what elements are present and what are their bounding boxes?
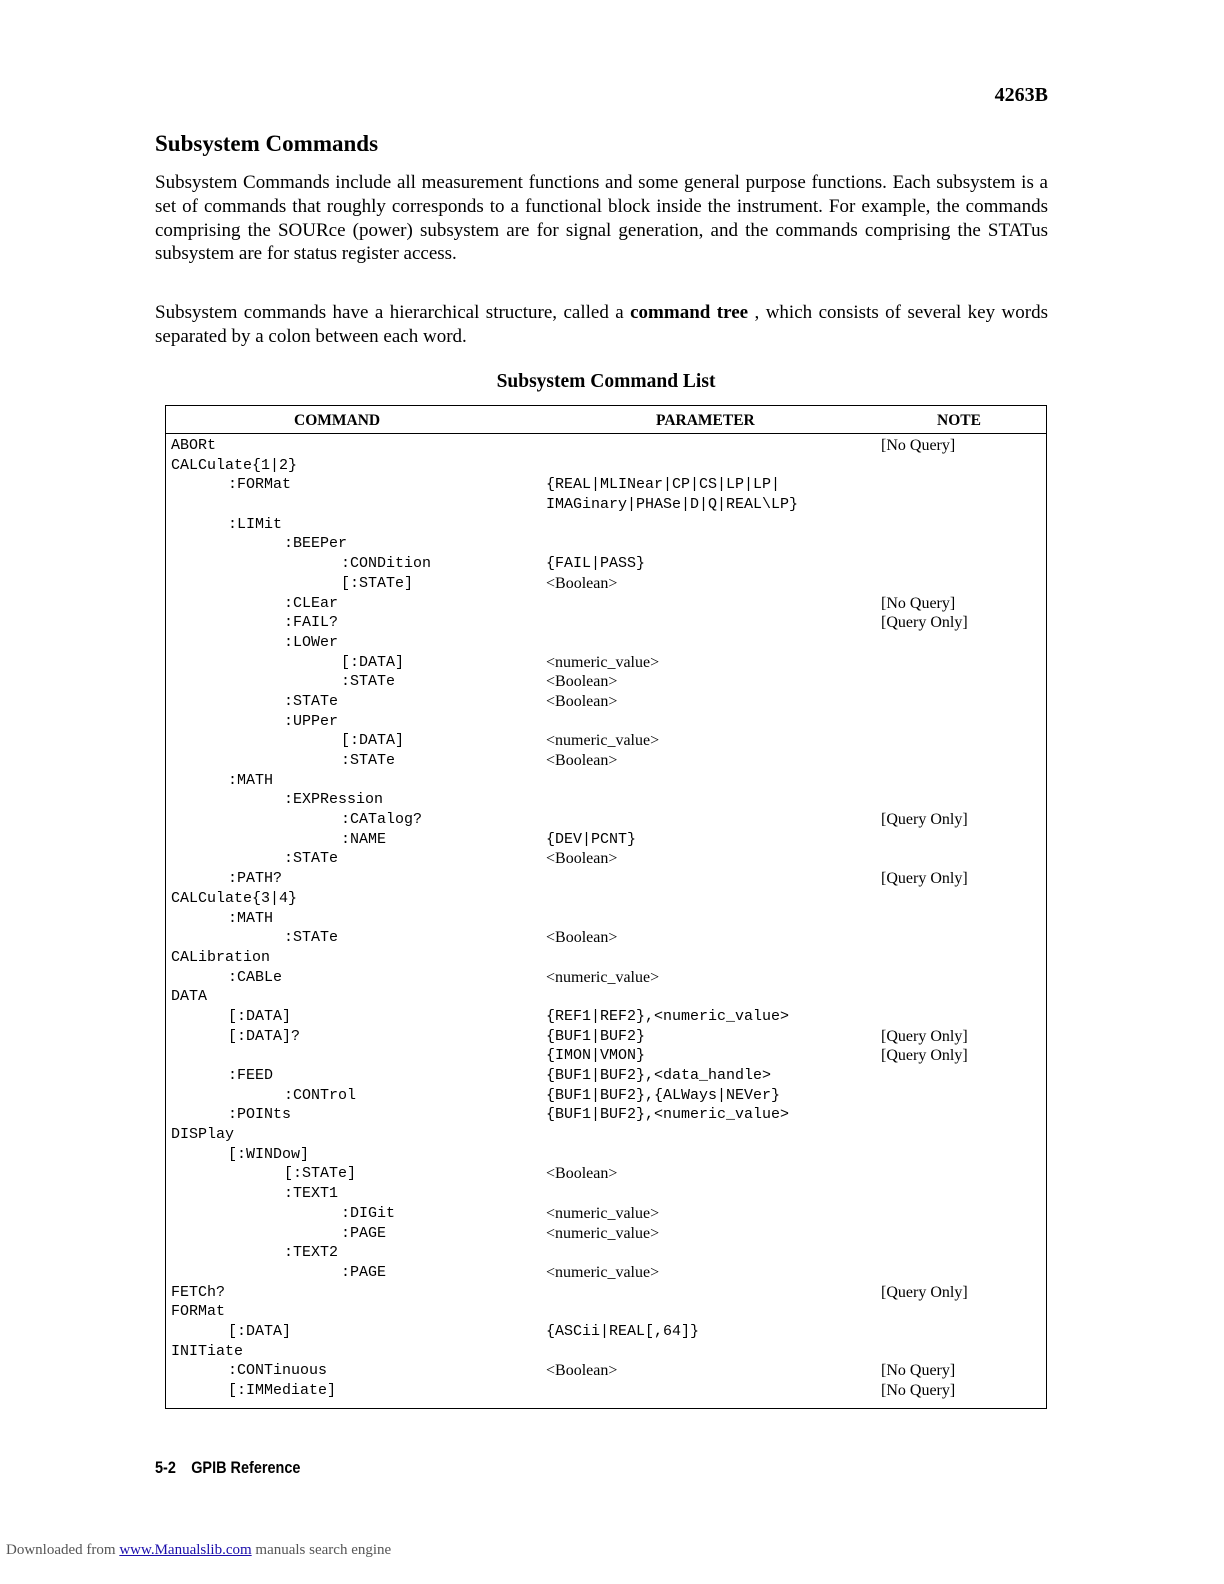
command-cell: :STATe: [284, 929, 339, 947]
table-row: [166, 712, 1046, 732]
table-header: [166, 406, 1046, 434]
command-cell: [:STATe]: [341, 574, 414, 592]
command-cell: :POINts: [228, 1106, 292, 1124]
command-cell: :CABLe: [228, 968, 283, 986]
table-row: [166, 515, 1046, 535]
table-row: [166, 1302, 1046, 1322]
parameter-cell: <Boolean>: [546, 929, 618, 947]
table-body: [166, 434, 1046, 1401]
command-cell: :FEED: [228, 1067, 274, 1084]
table-row: [166, 1046, 1046, 1066]
command-cell: [:STATe]: [284, 1165, 357, 1183]
command-cell: :CONDition: [341, 555, 432, 573]
command-cell: :STATe: [284, 850, 339, 868]
table-row: [166, 653, 1046, 673]
parameter-cell: <numeric_value>: [546, 732, 660, 750]
command-cell: DISPlay: [171, 1126, 235, 1144]
parameter-cell: {REF1|REF2},<numeric_value>: [546, 1007, 790, 1025]
parameter-cell: <Boolean>: [546, 1165, 618, 1183]
command-cell: :CONTinuous: [228, 1362, 328, 1380]
note-cell: [Query Only]: [881, 614, 968, 632]
parameter-cell: <numeric_value>: [546, 1224, 660, 1242]
command-tree-paragraph: [155, 301, 1048, 349]
table-row: [166, 475, 1046, 495]
table-row: [166, 672, 1046, 692]
note-cell: [Query Only]: [881, 1283, 968, 1301]
command-cell: :MATH: [228, 771, 274, 789]
table-row: [166, 790, 1046, 810]
note-cell: [No Query]: [881, 437, 956, 454]
command-cell: [:DATA]: [341, 732, 405, 750]
parameter-cell: <Boolean>: [546, 692, 618, 710]
command-cell: [:WINDow]: [228, 1145, 310, 1163]
command-cell: FETCh?: [171, 1283, 226, 1301]
footer-section: GPIB Reference: [191, 1458, 301, 1477]
download-note: [6, 1542, 391, 1559]
command-cell: CALibration: [171, 948, 271, 966]
parameter-cell: {BUF1|BUF2},<numeric_value>: [546, 1106, 790, 1124]
table-row: [166, 731, 1046, 751]
command-cell: :STATe: [284, 692, 339, 710]
download-prefix: Downloaded from: [6, 1542, 116, 1558]
table-row: [166, 948, 1046, 968]
table-row: [166, 751, 1046, 771]
parameter-cell: <numeric_value>: [546, 653, 660, 671]
command-cell: :STATe: [341, 752, 396, 769]
parameter-cell: <numeric_value>: [546, 1263, 660, 1281]
parameter-cell: <Boolean>: [546, 1362, 618, 1380]
table-row: [166, 1342, 1046, 1362]
table-row: [166, 909, 1046, 929]
command-cell: :STATe: [341, 673, 396, 691]
command-cell: [:IMMediate]: [228, 1382, 337, 1399]
command-cell: [:DATA]: [228, 1007, 292, 1025]
command-cell: DATA: [171, 988, 208, 1006]
table-row: [166, 1224, 1046, 1244]
command-cell: :MATH: [228, 909, 274, 927]
manualslib-link[interactable]: www.Manualslib.com: [119, 1542, 252, 1558]
intro-paragraph: Subsystem Commands include all measurement functions and some general purpose functions. Each subsystem is a set of commands that roughly corresponds to a functional block inside the instrument. For example, the commands comprising the SOURce (power) subsystem are for signal generation, and the commands comprising the STATus subsystem are for status register access.: [155, 172, 1048, 265]
table-row: [166, 1184, 1046, 1204]
table-row: [166, 1105, 1046, 1125]
parameter-cell: {ASCii|REAL[,64]}: [546, 1322, 700, 1340]
table-row: [166, 456, 1046, 476]
table-row: [166, 1381, 1046, 1401]
note-cell: [Query Only]: [881, 1027, 968, 1045]
section-title: Subsystem Commands: [155, 131, 379, 156]
parameter-cell: {DEV|PCNT}: [546, 830, 637, 848]
parameter-cell: <numeric_value>: [546, 1204, 660, 1222]
note-cell: [Query Only]: [881, 870, 968, 888]
header-command: COMMAND: [294, 412, 381, 429]
command-table: [165, 405, 1047, 1409]
table-row: [166, 771, 1046, 791]
table-row: [166, 849, 1046, 869]
command-cell: :TEXT2: [284, 1244, 339, 1262]
command-cell: :FAIL?: [284, 614, 339, 632]
command-cell: :PAGE: [341, 1224, 387, 1242]
table-row: [166, 1027, 1046, 1047]
command-cell: :CLEar: [284, 594, 339, 612]
table-row: [166, 1007, 1046, 1027]
table-row: [166, 928, 1046, 948]
table-row: [166, 574, 1046, 594]
table-title: Subsystem Command List: [496, 371, 716, 392]
command-cell: :CATalog?: [341, 811, 423, 829]
table-row: [166, 1086, 1046, 1106]
table-row: [166, 1145, 1046, 1165]
note-cell: [No Query]: [881, 1362, 956, 1380]
table-row: [166, 830, 1046, 850]
table-row: [166, 1066, 1046, 1086]
command-cell: :TEXT1: [284, 1185, 339, 1203]
table-row: [166, 1125, 1046, 1145]
command-cell: INITiate: [171, 1342, 244, 1360]
table-row: [166, 436, 1046, 456]
table-row: [166, 1204, 1046, 1224]
command-tree-term: command tree: [630, 302, 749, 323]
parameter-cell: <Boolean>: [546, 574, 618, 592]
header-parameter: PARAMETER: [656, 412, 755, 429]
header-note: NOTE: [937, 412, 981, 429]
parameter-cell: <Boolean>: [546, 752, 618, 769]
note-cell: [No Query]: [881, 594, 956, 612]
note-cell: [Query Only]: [881, 1047, 968, 1065]
table-row: [166, 810, 1046, 830]
table-row: [166, 1164, 1046, 1184]
command-cell: :EXPRession: [284, 791, 384, 809]
parameter-cell: {BUF1|BUF2},<data_handle>: [546, 1067, 772, 1084]
command-cell: ABORt: [171, 437, 217, 454]
parameter-cell: {IMON|VMON}: [546, 1047, 646, 1065]
command-cell: :FORMat: [228, 476, 292, 494]
note-cell: [Query Only]: [881, 811, 968, 829]
command-cell: :CONTrol: [284, 1086, 357, 1104]
table-row: [166, 889, 1046, 909]
parameter-cell: {FAIL|PASS}: [546, 555, 646, 573]
parameter-cell: {BUF1|BUF2},{ALWays|NEVer}: [546, 1086, 781, 1104]
table-row: [166, 495, 1046, 515]
parameter-cell: {REAL|MLINear|CP|CS|LP|LP|: [546, 476, 781, 494]
parameter-cell: <Boolean>: [546, 850, 618, 868]
page-footer: [155, 1458, 300, 1478]
command-cell: :BEEPer: [284, 535, 348, 553]
command-cell: FORMat: [171, 1303, 226, 1321]
command-cell: CALCulate{1|2}: [171, 456, 298, 474]
command-cell: :PAGE: [341, 1263, 387, 1281]
command-cell: :NAME: [341, 830, 387, 848]
table-row: [166, 1243, 1046, 1263]
parameter-cell: <Boolean>: [546, 673, 618, 691]
page-header-model: 4263B: [994, 84, 1048, 106]
parameter-cell: <numeric_value>: [546, 968, 660, 986]
download-suffix: manuals search engine: [255, 1542, 392, 1558]
command-cell: :DIGit: [341, 1204, 396, 1222]
command-cell: [:DATA]?: [228, 1027, 301, 1045]
table-row: [166, 633, 1046, 653]
parameter-cell: IMAGinary|PHASe|D|Q|REAL\LP}: [546, 496, 799, 514]
table-row: [166, 1263, 1046, 1283]
command-cell: :PATH?: [228, 870, 283, 888]
para2-text-start: Subsystem commands have a hierarchical structure, called a: [155, 302, 631, 323]
command-cell: [:DATA]: [341, 653, 405, 671]
command-cell: :UPPer: [284, 712, 339, 730]
table-row: [166, 987, 1046, 1007]
table-row: [166, 869, 1046, 889]
parameter-cell: {BUF1|BUF2}: [546, 1027, 646, 1045]
command-cell: CALCulate{3|4}: [171, 889, 298, 907]
table-row: [166, 534, 1046, 554]
table-row: [166, 968, 1046, 988]
command-cell: :LIMit: [228, 515, 283, 533]
table-row: [166, 1361, 1046, 1381]
table-row: [166, 1322, 1046, 1342]
table-row: [166, 613, 1046, 633]
table-row: [166, 692, 1046, 712]
table-row: [166, 1283, 1046, 1303]
note-cell: [No Query]: [881, 1382, 956, 1399]
command-cell: :LOWer: [284, 633, 339, 651]
para2-text-end: , which consists of several key words separated by a colon between each word.: [155, 302, 1048, 347]
command-cell: [:DATA]: [228, 1322, 292, 1340]
footer-page-number: 5-2: [155, 1458, 176, 1477]
table-row: [166, 554, 1046, 574]
table-row: [166, 594, 1046, 614]
